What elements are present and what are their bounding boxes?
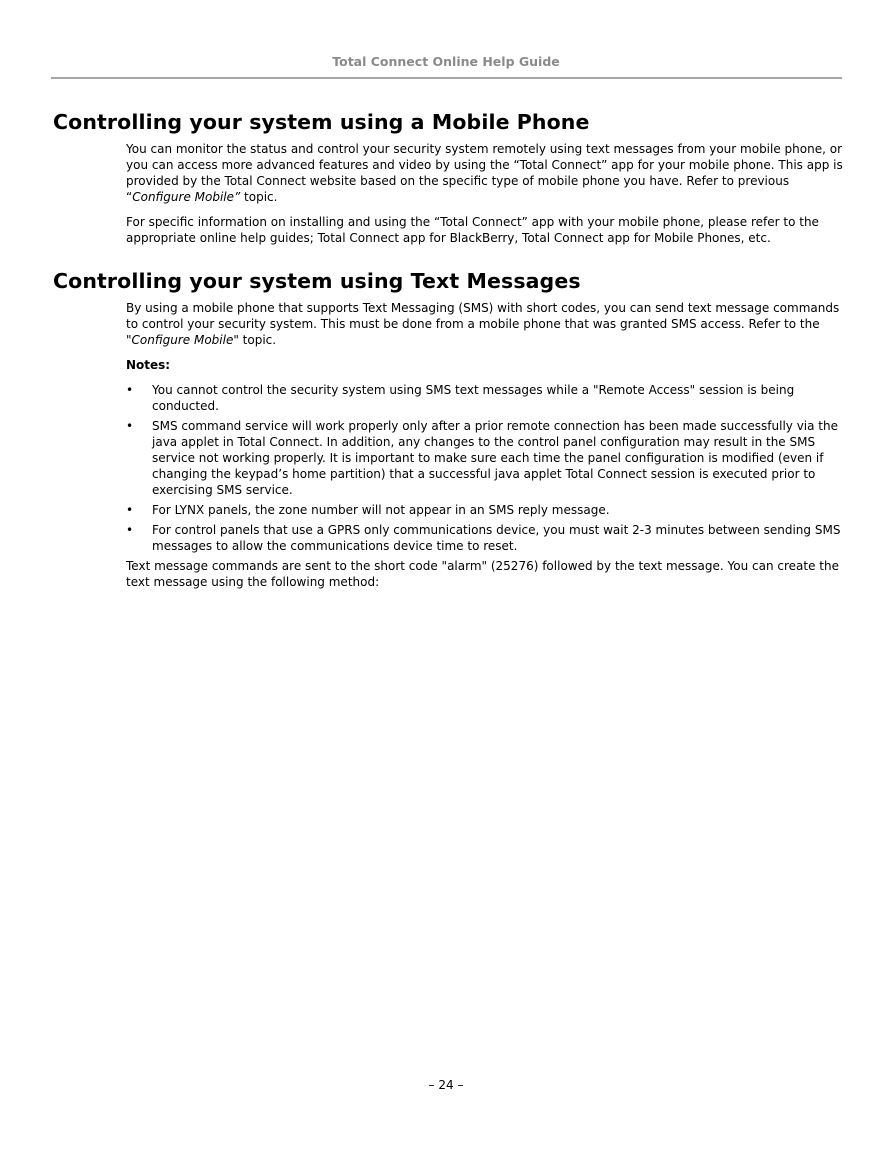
mobile-app-paragraph: For specific information on installing and using the “Total Connect” app with your mobile phone, please refer to the appropriate online help guides; Total Connect app for BlackBerry, Total Connect app for Mobile Phones, etc. <box>126 215 819 245</box>
list-item <box>126 522 843 554</box>
page-content <box>53 108 843 599</box>
bullet-icon: • <box>126 383 134 397</box>
sms-intro-tail: " topic. <box>233 333 277 347</box>
sms-intro-text: By using a mobile phone that supports Text Messaging (SMS) with short codes, you can send text message commands to control your security system. This must be done from a mobile phone that was granted SMS access. Refer to the " <box>126 301 840 347</box>
sms-closing-paragraph: Text message commands are sent to the short code "alarm" (25276) followed by the text message. You can create the text message using the following method: <box>126 559 839 589</box>
mobile-intro-tail: topic. <box>240 190 278 204</box>
page-number: – 24 – <box>428 1078 464 1092</box>
list-item <box>126 382 843 414</box>
notes-label: Notes: <box>126 358 171 372</box>
list-item <box>126 502 843 518</box>
note-text: You cannot control the security system using SMS text messages while a "Remote Access" session is being conducted. <box>152 383 795 413</box>
section-spacer <box>53 255 843 267</box>
note-text: For LYNX panels, the zone number will not appear in an SMS reply message. <box>152 503 610 517</box>
sms-intro-paragraph <box>126 300 843 348</box>
mobile-intro-text: You can monitor the status and control your security system remotely using text messages from your mobile phone, or you can access more advanced features and video by using the “Total Connect” app for your mobile phone. This app is provided by the Total Connect website based on the specific type of mobile phone you have. Refer to previous “ <box>126 142 843 204</box>
header-divider <box>51 77 842 79</box>
section-body-mobile-phone <box>126 141 843 246</box>
notes-list <box>126 382 843 554</box>
running-header: Total Connect Online Help Guide <box>332 54 560 69</box>
configure-mobile-reference: Configure Mobile” <box>132 190 241 204</box>
configure-mobile-reference: Configure Mobile <box>131 333 234 347</box>
section-body-text-messages <box>126 300 843 590</box>
bullet-icon: • <box>126 419 134 433</box>
note-text: For control panels that use a GPRS only communications device, you must wait 2-3 minutes between sending SMS messages to allow the communications device time to reset. <box>152 523 841 553</box>
section-title-mobile-phone: Controlling your system using a Mobile Phone <box>53 110 590 134</box>
mobile-intro-paragraph <box>126 141 843 205</box>
list-item <box>126 418 843 498</box>
note-text: SMS command service will work properly only after a prior remote connection has been made successfully via the java applet in Total Connect. In addition, any changes to the control panel configuration may result in the SMS service not working properly. It is important to make sure each time the panel configuration is modified (even if changing the keypad’s home partition) that a successful java applet Total Connect session is executed prior to exercising SMS service. <box>152 419 839 497</box>
bullet-icon: • <box>126 523 134 537</box>
bullet-icon: • <box>126 503 134 517</box>
section-title-text-messages: Controlling your system using Text Messages <box>53 269 581 293</box>
